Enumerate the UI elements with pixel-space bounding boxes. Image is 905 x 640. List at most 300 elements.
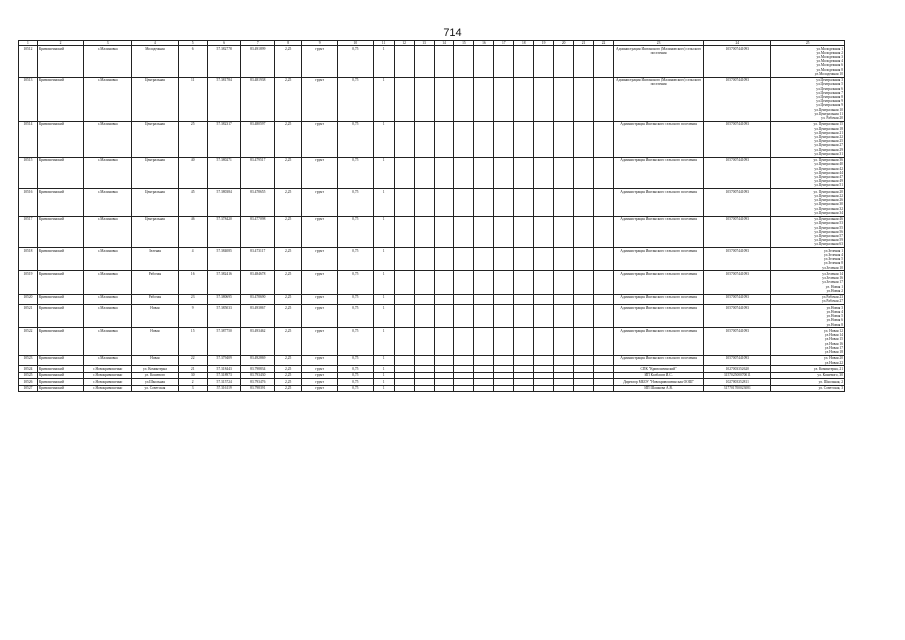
area-cell: 2,25 xyxy=(275,294,302,305)
empty-cell xyxy=(594,46,614,78)
empty-cell xyxy=(574,157,594,189)
served-addresses-cell xyxy=(771,305,845,328)
empty-cell xyxy=(574,121,594,157)
column-number-header: 9 xyxy=(302,41,338,46)
locality-cell: с.Малиновка xyxy=(84,355,132,366)
ogrn-cell: 1057007441093 xyxy=(704,271,771,294)
house-cell: 4 xyxy=(178,248,207,271)
served-address: ул. Советская, 3 xyxy=(818,386,843,391)
served-address: ул.Центральная 18 xyxy=(814,126,843,131)
served-address: ул.Молодежная 1 xyxy=(816,46,843,51)
house-cell: 2 xyxy=(178,379,207,385)
district-cell: Кривошеинский xyxy=(37,305,83,328)
area-cell: 2,25 xyxy=(275,46,302,78)
locality-cell: с.Малиновка xyxy=(84,305,132,328)
surface-cell: грунт xyxy=(302,372,338,378)
owner-cell: ИП Колбасов И.С. xyxy=(613,372,703,378)
street-cell: Рабочая xyxy=(132,294,178,305)
empty-cell xyxy=(554,46,574,78)
empty-cell xyxy=(414,294,434,305)
served-address: ул.Центральная 22 xyxy=(814,194,843,199)
container-count-cell: 1 xyxy=(373,385,394,391)
served-address: ул.Центральная 7 xyxy=(816,90,843,95)
served-address: ул.Центральная 8 xyxy=(816,95,843,100)
served-address: ул.Зеленая 8 xyxy=(824,261,843,266)
district-cell: Кривошеинский xyxy=(37,328,83,355)
empty-cell xyxy=(494,216,514,248)
owner-cell: Директор МБОУ "Новокривошеинская ООШ" xyxy=(613,379,703,385)
served-address: ул.Центральная 31 xyxy=(814,151,843,156)
empty-cell xyxy=(494,355,514,366)
served-address: ул.Центральная 29 xyxy=(814,147,843,152)
locality-cell: с.Новокривошеино xyxy=(84,372,132,378)
area-cell: 2,25 xyxy=(275,355,302,366)
district-cell: Кривошеинский xyxy=(37,379,83,385)
empty-cell xyxy=(394,385,414,391)
container-count-cell: 1 xyxy=(373,248,394,271)
served-address: ул.Зеленая 1 xyxy=(824,248,843,253)
served-address: ул.Центральная 40 xyxy=(814,162,843,167)
volume-cell: 0,75 xyxy=(337,157,373,189)
volume-cell: 0,75 xyxy=(337,189,373,216)
ogrn-cell: 1057007441093 xyxy=(704,248,771,271)
empty-cell xyxy=(594,157,614,189)
district-cell: Кривошеинский xyxy=(37,271,83,294)
empty-cell xyxy=(494,328,514,355)
latitude-cell: 57.382416 xyxy=(207,271,241,294)
column-number-header: 12 xyxy=(394,41,414,46)
longitude-cell: 83.484678 xyxy=(241,271,275,294)
locality-cell: с.Малиновка xyxy=(84,121,132,157)
house-cell: 30 xyxy=(178,372,207,378)
column-number-header: 11 xyxy=(373,41,394,46)
latitude-cell: 57.318443 xyxy=(207,366,241,372)
empty-cell xyxy=(554,385,574,391)
empty-cell xyxy=(534,216,554,248)
served-address: ул. Школьная, 2 xyxy=(818,379,843,384)
row-id: 10513 xyxy=(19,77,38,121)
locality-cell: с.Малиновка xyxy=(84,157,132,189)
empty-cell xyxy=(534,248,554,271)
table-row xyxy=(19,305,845,328)
served-address: ул.Молодежная 10 xyxy=(814,71,843,76)
served-address: ул.Центральная 6 xyxy=(816,86,843,91)
table-row xyxy=(19,46,845,78)
empty-cell xyxy=(534,77,554,121)
empty-cell xyxy=(494,305,514,328)
empty-cell xyxy=(394,46,414,78)
empty-cell xyxy=(594,77,614,121)
served-address: ул.Центральная 32 xyxy=(814,206,843,211)
empty-cell xyxy=(474,294,494,305)
latitude-cell: 57.380271 xyxy=(207,157,241,189)
surface-cell: грунт xyxy=(302,121,338,157)
empty-cell xyxy=(494,77,514,121)
district-cell: Кривошеинский xyxy=(37,46,83,78)
ogrn-cell: 315702500070011 xyxy=(704,372,771,378)
latitude-cell: 57.316119 xyxy=(207,385,241,391)
longitude-cell: 83.492869 xyxy=(241,355,275,366)
street-cell: Новая xyxy=(132,328,178,355)
row-id: 10524 xyxy=(19,366,38,372)
served-address: ул.Зеленая 10 xyxy=(822,265,843,270)
column-number-header: 19 xyxy=(534,41,554,46)
served-address: ул.Центральная 56 xyxy=(814,229,843,234)
empty-cell xyxy=(514,248,534,271)
latitude-cell: 57.380695 xyxy=(207,294,241,305)
empty-cell xyxy=(574,328,594,355)
empty-cell xyxy=(474,46,494,78)
container-count-cell: 1 xyxy=(373,46,394,78)
row-id: 10522 xyxy=(19,328,38,355)
table-body xyxy=(19,46,845,392)
table-row xyxy=(19,328,845,355)
column-number-header: 23 xyxy=(613,41,703,46)
served-address: ул.Центральная 63 xyxy=(814,242,843,247)
street-cell: ул.Школьная xyxy=(132,379,178,385)
empty-cell xyxy=(554,305,574,328)
served-address: ул.Новая 2 xyxy=(826,288,843,293)
empty-cell xyxy=(574,271,594,294)
empty-cell xyxy=(514,189,534,216)
district-cell: Кривошеинский xyxy=(37,385,83,391)
district-cell: Кривошеинский xyxy=(37,366,83,372)
empty-cell xyxy=(434,328,454,355)
owner-cell: Администрация Иштанского сельского поселения xyxy=(613,121,703,157)
longitude-cell: 83.480597 xyxy=(241,121,275,157)
surface-cell: грунт xyxy=(302,305,338,328)
empty-cell xyxy=(454,271,474,294)
empty-cell xyxy=(574,294,594,305)
served-address: ул.Центральная 55 xyxy=(814,225,843,230)
empty-cell xyxy=(494,271,514,294)
served-address: ул.Зеленая 14 xyxy=(822,272,843,277)
district-cell: Кривошеинский xyxy=(37,77,83,121)
surface-cell: грунт xyxy=(302,355,338,366)
volume-cell: 0,75 xyxy=(337,294,373,305)
locality-cell: с.Новокривошеино xyxy=(84,379,132,385)
ogrn-cell: 1057007441093 xyxy=(704,77,771,121)
owner-cell: Администрация Иштанского сельского поселения xyxy=(613,305,703,328)
empty-cell xyxy=(554,294,574,305)
served-address: ул.Новая 15 xyxy=(824,337,843,342)
empty-cell xyxy=(494,189,514,216)
empty-cell xyxy=(574,216,594,248)
served-address: ул.Молодежная 8 xyxy=(816,67,843,72)
served-address: ул.Центральная 30 xyxy=(814,202,843,207)
district-cell: Кривошеинский xyxy=(37,248,83,271)
empty-cell xyxy=(394,121,414,157)
surface-cell: грунт xyxy=(302,189,338,216)
container-count-cell: 1 xyxy=(373,355,394,366)
served-address: ул. Новая 20 xyxy=(823,356,843,361)
house-cell: 23 xyxy=(178,294,207,305)
table-row xyxy=(19,271,845,294)
empty-cell xyxy=(414,121,434,157)
empty-cell xyxy=(514,46,534,78)
table-row xyxy=(19,294,845,305)
volume-cell: 0,75 xyxy=(337,372,373,378)
empty-cell xyxy=(394,355,414,366)
served-address: ул.Новая 16 xyxy=(824,341,843,346)
served-address: ул.Центральная 22 xyxy=(814,135,843,140)
empty-cell xyxy=(594,328,614,355)
served-address: ул.Новая 18 xyxy=(824,350,843,355)
latitude-cell: 57.382778 xyxy=(207,46,241,78)
area-cell: 2,25 xyxy=(275,157,302,189)
served-address: ул.Центральная 34 xyxy=(814,210,843,215)
container-count-cell: 1 xyxy=(373,157,394,189)
empty-cell xyxy=(454,305,474,328)
ogrn-cell: 1057007441093 xyxy=(704,355,771,366)
area-cell: 2,25 xyxy=(275,248,302,271)
street-cell: Молодежная xyxy=(132,46,178,78)
served-address: ул.Центральная 9 xyxy=(816,99,843,104)
empty-cell xyxy=(474,189,494,216)
empty-cell xyxy=(494,157,514,189)
empty-cell xyxy=(594,189,614,216)
surface-cell: грунт xyxy=(302,366,338,372)
table-row xyxy=(19,248,845,271)
empty-cell xyxy=(414,46,434,78)
empty-cell xyxy=(574,46,594,78)
owner-cell: Администрация Иштанского сельского поселения xyxy=(613,355,703,366)
empty-cell xyxy=(574,189,594,216)
empty-cell xyxy=(394,77,414,121)
empty-cell xyxy=(494,46,514,78)
served-address: ул.Центральная 25 xyxy=(814,139,843,144)
empty-cell xyxy=(574,77,594,121)
empty-cell xyxy=(394,271,414,294)
empty-cell xyxy=(394,157,414,189)
served-addresses-cell xyxy=(771,121,845,157)
column-number-header: 7 xyxy=(241,41,275,46)
volume-cell: 0,75 xyxy=(337,366,373,372)
latitude-cell: 57.315724 xyxy=(207,379,241,385)
served-address: ул.Центральная 53 xyxy=(814,221,843,226)
surface-cell: грунт xyxy=(302,328,338,355)
empty-cell xyxy=(574,355,594,366)
served-addresses-cell xyxy=(771,248,845,271)
owner-cell: Администрация Иштанского сельского поселения xyxy=(613,294,703,305)
surface-cell: грунт xyxy=(302,271,338,294)
served-address: ул.Рабочая 23 xyxy=(821,295,843,300)
served-address: ул. Центральная 15 xyxy=(813,122,843,127)
column-number-header: 16 xyxy=(474,41,494,46)
ogrn-cell: 1057007441093 xyxy=(704,157,771,189)
latitude-cell: 57.385033 xyxy=(207,305,241,328)
area-cell: 2,25 xyxy=(275,189,302,216)
served-addresses-cell xyxy=(771,216,845,248)
empty-cell xyxy=(414,189,434,216)
ogrn-cell: 1057007441093 xyxy=(704,189,771,216)
table-row xyxy=(19,77,845,121)
latitude-cell: 57.378420 xyxy=(207,216,241,248)
container-count-cell: 1 xyxy=(373,366,394,372)
empty-cell xyxy=(514,355,534,366)
served-address: ул.Центральная 42 xyxy=(814,166,843,171)
served-address: ул.Центральная 57 xyxy=(814,234,843,239)
ogrn-cell: 1057007441093 xyxy=(704,305,771,328)
owner-cell: Администрация Иштанского (Малиновского) сельского поселения xyxy=(613,77,703,121)
empty-cell xyxy=(594,248,614,271)
row-id: 10512 xyxy=(19,46,38,78)
empty-cell xyxy=(434,271,454,294)
served-address: ул. Центральная 36 xyxy=(813,158,843,163)
served-address: ул. Рабочая 20 xyxy=(821,116,843,121)
district-cell: Кривошеинский xyxy=(37,294,83,305)
empty-cell xyxy=(574,248,594,271)
locality-cell: с.Новокривошеино xyxy=(84,385,132,391)
empty-cell xyxy=(454,216,474,248)
longitude-cell: 83.493867 xyxy=(241,305,275,328)
column-number-header: 21 xyxy=(574,41,594,46)
empty-cell xyxy=(514,328,534,355)
empty-cell xyxy=(414,271,434,294)
longitude-cell: 83.473117 xyxy=(241,248,275,271)
owner-cell: Администрация Иштанского сельского поселения xyxy=(613,157,703,189)
empty-cell xyxy=(594,294,614,305)
district-cell: Кривошеинский xyxy=(37,216,83,248)
owner-cell: Администрация Иштанского сельского поселения xyxy=(613,216,703,248)
empty-cell xyxy=(414,385,434,391)
served-address: ул.Центральная 10 xyxy=(814,107,843,112)
empty-cell xyxy=(594,121,614,157)
served-address: ул.Центральная 51 xyxy=(814,183,843,188)
served-address: ул.Центральная 59 xyxy=(814,238,843,243)
longitude-cell: 83.478655 xyxy=(241,189,275,216)
empty-cell xyxy=(434,355,454,366)
served-address: ул.Центральная 21 xyxy=(814,130,843,135)
surface-cell: грунт xyxy=(302,77,338,121)
house-cell: 6 xyxy=(178,46,207,78)
column-number-header: 6 xyxy=(207,41,241,46)
empty-cell xyxy=(474,328,494,355)
container-count-cell: 1 xyxy=(373,189,394,216)
empty-cell xyxy=(554,328,574,355)
served-address: ул.Центральная 47 xyxy=(814,175,843,180)
served-address: ул.Новая 22 xyxy=(824,360,843,365)
area-cell: 2,25 xyxy=(275,328,302,355)
served-address: ул.Молодежная 6 xyxy=(816,63,843,68)
empty-cell xyxy=(554,355,574,366)
empty-cell xyxy=(414,77,434,121)
house-cell: 46 xyxy=(178,216,207,248)
empty-cell xyxy=(474,216,494,248)
empty-cell xyxy=(534,157,554,189)
ogrn-cell: 1057007441093 xyxy=(704,294,771,305)
longitude-cell: 83.793430 xyxy=(241,372,275,378)
latitude-cell: 57.380384 xyxy=(207,189,241,216)
house-cell: 11 xyxy=(178,77,207,121)
ogrn-cell: 317701700023081 xyxy=(704,385,771,391)
empty-cell xyxy=(474,248,494,271)
empty-cell xyxy=(534,121,554,157)
empty-cell xyxy=(454,248,474,271)
owner-cell: Администрация Иштанского сельского поселения xyxy=(613,189,703,216)
served-addresses-cell xyxy=(771,355,845,366)
longitude-cell: 83.481938 xyxy=(241,77,275,121)
empty-cell xyxy=(554,77,574,121)
served-address: ул.Центральная 49 xyxy=(814,179,843,184)
empty-cell xyxy=(434,77,454,121)
locality-cell: с.Малиновка xyxy=(84,248,132,271)
container-count-cell: 1 xyxy=(373,77,394,121)
served-addresses-cell xyxy=(771,328,845,355)
ogrn-cell: 1057007441093 xyxy=(704,121,771,157)
served-addresses-cell xyxy=(771,77,845,121)
empty-cell xyxy=(414,216,434,248)
empty-cell xyxy=(414,248,434,271)
row-id: 10526 xyxy=(19,379,38,385)
empty-cell xyxy=(454,121,474,157)
served-address: ул.Зеленая 5 xyxy=(824,257,843,262)
row-id: 10520 xyxy=(19,294,38,305)
served-address: ул.Зеленая 4 xyxy=(824,253,843,258)
container-count-cell: 1 xyxy=(373,271,394,294)
area-cell: 2,25 xyxy=(275,305,302,328)
empty-cell xyxy=(594,305,614,328)
row-id: 10519 xyxy=(19,271,38,294)
empty-cell xyxy=(534,385,554,391)
served-address: ул. Новая 12 xyxy=(823,329,843,334)
longitude-cell: 83.493462 xyxy=(241,328,275,355)
served-address: ул.Новая 14 xyxy=(824,333,843,338)
column-number-header: 2 xyxy=(37,41,83,46)
empty-cell xyxy=(534,189,554,216)
empty-cell xyxy=(494,248,514,271)
house-cell: 9 xyxy=(178,305,207,328)
surface-cell: грунт xyxy=(302,157,338,189)
district-cell: Кривошеинский xyxy=(37,355,83,366)
street-cell: Зеленая xyxy=(132,248,178,271)
registry-table xyxy=(18,40,845,392)
empty-cell xyxy=(434,385,454,391)
served-address: ул.Новая 5 xyxy=(826,314,843,319)
empty-cell xyxy=(554,271,574,294)
row-id: 10523 xyxy=(19,355,38,366)
empty-cell xyxy=(534,328,554,355)
longitude-cell: 83.798391 xyxy=(241,385,275,391)
longitude-cell: 83.793476 xyxy=(241,379,275,385)
empty-cell xyxy=(594,271,614,294)
empty-cell xyxy=(514,294,534,305)
empty-cell xyxy=(394,294,414,305)
surface-cell: грунт xyxy=(302,46,338,78)
empty-cell xyxy=(474,77,494,121)
empty-cell xyxy=(574,385,594,391)
empty-cell xyxy=(454,385,474,391)
column-number-header: 8 xyxy=(275,41,302,46)
row-id: 10517 xyxy=(19,216,38,248)
empty-cell xyxy=(554,189,574,216)
empty-cell xyxy=(434,189,454,216)
served-addresses-cell xyxy=(771,271,845,294)
served-address: ул.Центральная 27 xyxy=(814,143,843,148)
empty-cell xyxy=(514,121,534,157)
table-row xyxy=(19,216,845,248)
container-count-cell: 1 xyxy=(373,294,394,305)
empty-cell xyxy=(494,385,514,391)
empty-cell xyxy=(534,271,554,294)
column-number-header: 14 xyxy=(434,41,454,46)
empty-cell xyxy=(514,271,534,294)
table-row xyxy=(19,385,845,391)
served-address: ул.Центральная 44 xyxy=(814,170,843,175)
empty-cell xyxy=(594,385,614,391)
longitude-cell: 83.478690 xyxy=(241,294,275,305)
house-cell: 3 xyxy=(178,385,207,391)
